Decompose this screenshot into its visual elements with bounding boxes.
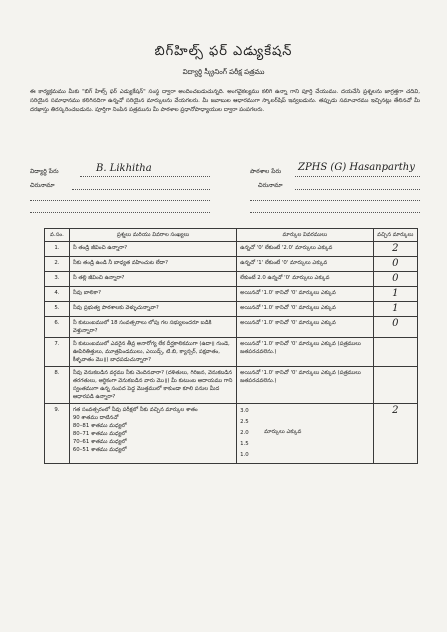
student-name-value[interactable]: B. Likhitha <box>96 163 152 174</box>
grade-value: 2.0 <box>240 430 249 436</box>
row-marks-rule: అయినచో '1.0' కానిచో '0' మార్కులు ఎక్కువ <box>237 287 373 302</box>
table-row <box>45 257 418 272</box>
row-marks-rule: అయినచో '1.0' కానిచో '0' మార్కులు ఎక్కువ (పత్రములు జతపరచవలెను.) <box>237 338 373 367</box>
row-question: నీకు తండ్రి ఉండి నీ బాధ్యత వహించుట లేదా? <box>69 257 236 272</box>
row-number: 1. <box>45 242 70 257</box>
table-row <box>45 338 418 367</box>
table-row <box>45 404 418 464</box>
table-header-row <box>45 229 418 242</box>
row-question: నీ కుటుంబములో 18 సంవత్సరాలు లోపు గల సభ్యులందరూ బడికి వెళ్తున్నారా? <box>69 317 236 338</box>
school-address-label: చిరునామా <box>258 182 283 189</box>
school-address-line-2[interactable] <box>250 200 420 201</box>
row-question: నీవు వెనుకబడిన వర్గము నీకు చెందినవారా? (దళితులు, గిరిజన, వెనుకబడిన తరగతులు, ఆర్థికంగా వెనుకబడిన వారు మొ॥) మీ కుటుంబ ఆదాయము గాని స్వంతముగా ఉన్న సంపద పెద్ద మొత్తములో కాకుండా కూలి పనుల మీద ఆధారపడి ఉన్నారా? <box>69 367 236 404</box>
row-marks-rule: లేకుంటే 2.0 ఉన్నచో '0' మార్కులు ఎక్కువ <box>237 272 373 287</box>
row-obtained-mark[interactable] <box>373 367 418 404</box>
table-row <box>45 317 418 338</box>
form-title: బిగ్‌హిల్స్ ఫర్ ఎడ్యుకేషన్ <box>154 44 293 59</box>
row-obtained-mark[interactable]: 1 <box>373 302 418 317</box>
address-line-1[interactable] <box>72 189 210 190</box>
row-number: 8. <box>45 367 70 404</box>
row-question <box>69 404 236 464</box>
school-address-line-3[interactable] <box>250 212 420 213</box>
row-obtained-mark[interactable] <box>373 338 418 367</box>
grade-value: 1.0 <box>240 452 249 458</box>
row-number: 6. <box>45 317 70 338</box>
grade-value: 1.5 <box>240 441 249 447</box>
row-question: నీవు బాలికా? <box>69 287 236 302</box>
row-marks-rule: అయినచో '1.0' కానిచో '0' మార్కులు ఎక్కువ <box>237 302 373 317</box>
header-marks-details: మార్కుల వివరములు <box>237 229 373 242</box>
address-line-2[interactable] <box>30 200 210 201</box>
school-name-line <box>295 176 420 177</box>
row-number: 9. <box>45 404 70 464</box>
grade-band: 80–81 శాతము మధ్యలో <box>72 423 127 429</box>
row-obtained-mark[interactable]: 0 <box>373 272 418 287</box>
grade-band: 90 శాతము దాటినచో <box>72 415 119 421</box>
row-number: 3. <box>45 272 70 287</box>
school-address-line-1[interactable] <box>295 189 420 190</box>
grade-band: 80–71 శాతము మధ్యలో <box>72 431 127 437</box>
row-marks-rule <box>237 404 373 464</box>
row-obtained-mark[interactable]: 0 <box>373 257 418 272</box>
table-row <box>45 367 418 404</box>
address-line-3[interactable] <box>30 212 210 213</box>
table-row <box>45 242 418 257</box>
student-name-line <box>80 176 210 177</box>
table-row <box>45 272 418 287</box>
screening-table <box>44 228 418 464</box>
table-row <box>45 302 418 317</box>
row-question-text: గత సంవత్సరంలో నీవు పరీక్షలో నీకు వచ్చిన మార్కుల శాతం <box>72 407 198 413</box>
row-number: 7. <box>45 338 70 367</box>
row-question: నీ తల్లి జీవించి ఉన్నారా? <box>69 272 236 287</box>
row-marks-rule: ఉన్నచో '0' లేకుంటే '2.0' మార్కులు ఎక్కువ <box>237 242 373 257</box>
row-obtained-mark[interactable]: 1 <box>373 287 418 302</box>
grade-band: 60–51 శాతము మధ్యలో <box>72 447 127 453</box>
row-number: 2. <box>45 257 70 272</box>
header-question: ప్రశ్నలు మరియు వివరాల సంఖ్యలు <box>69 229 236 242</box>
row-number: 4. <box>45 287 70 302</box>
school-name-label: పాఠశాల పేరు <box>250 168 282 175</box>
grade-value: 3.0 <box>240 408 249 414</box>
row-obtained-mark[interactable]: 2 <box>373 242 418 257</box>
student-name-label: విద్యార్థి పేరు <box>30 168 59 175</box>
grade-values <box>240 406 264 461</box>
row-obtained-mark[interactable]: 2 <box>373 404 418 464</box>
header-serial: వ.సం. <box>45 229 70 242</box>
grade-band: 70–61 శాతము మధ్యలో <box>72 439 127 445</box>
address-label: చిరునామా <box>30 182 55 189</box>
table-row <box>45 287 418 302</box>
row-marks-rule: అయినచో '1.0' కానిచో '0' మార్కులు ఎక్కువ (పత్రములు జతపరచవలెను.) <box>237 367 373 404</box>
form-subtitle: విద్యార్థి స్క్రీనింగ్ పరీక్ష పత్రము <box>182 68 265 76</box>
school-name-value[interactable]: ZPHS (G) Hasanparthy <box>298 162 415 173</box>
row-number: 5. <box>45 302 70 317</box>
grade-marks-scale <box>240 406 369 461</box>
row-question: నీ తండ్రి జీవించి ఉన్నారా? <box>69 242 236 257</box>
row-question: నీ కుటుంబములో ఎవరైన తీవ్ర అనారోగ్య లేక దీర్ఘకాలికముగా (ఉదా॥ గుండె, ఊపిరితిత్తులు, మూత్రపిండములు, ఎయిడ్స్, టి.బి, క్యాన్సర్, పక్షవాతం, కీళ్ళవాతం మొ॥) బాధపడుచున్నారా? <box>69 338 236 367</box>
row-marks-rule: అయినచో '1.0' కానిచో '0' మార్కులు ఎక్కువ <box>237 317 373 338</box>
row-marks-rule: ఉన్నచో '1' లేకుంటే '0' మార్కులు ఎక్కువ <box>237 257 373 272</box>
grade-value: 2.5 <box>240 419 249 425</box>
row-obtained-mark[interactable]: 0 <box>373 317 418 338</box>
grade-marks-label: మార్కులు ఎక్కువ <box>264 429 302 435</box>
row-question: నీవు ప్రభుత్వ పాఠశాలకు వెళ్ళుచున్నావా? <box>69 302 236 317</box>
form-instructions: ఈ కార్యక్రమము మీకు "బిగ్ హిల్స్ ఫర్ ఎడ్యుకేషన్" సంస్థ ద్వారా అందించబడుచున్నది. అంగవైకల్యము కలిగి ఉన్నా గాని పూర్తి చేయుము. దయచేసి ప్రశ్నలను జాగ్రత్తగా చదివి, సరియైన సమాధానము కలిగినదిగా ఉన్నచో సరియైన మార్కులను వేయగలరు. మీ జవాబుల ఆధారముగా స్కాలర్‌షిప్ ఇవ్వబడును. తప్పుడు సమాచారము ఇచ్చినట్లు తేలినచో మీ దరఖాస్తు తిరస్కరించబడును. పూర్తిగా నింపిన పత్రమును మీ పాఠశాల ప్రధానోపాధ్యాయుల ద్వారా పంపగలరు. <box>30 89 420 113</box>
header-marks-obtained: వచ్చిన మార్కులు <box>373 229 418 242</box>
